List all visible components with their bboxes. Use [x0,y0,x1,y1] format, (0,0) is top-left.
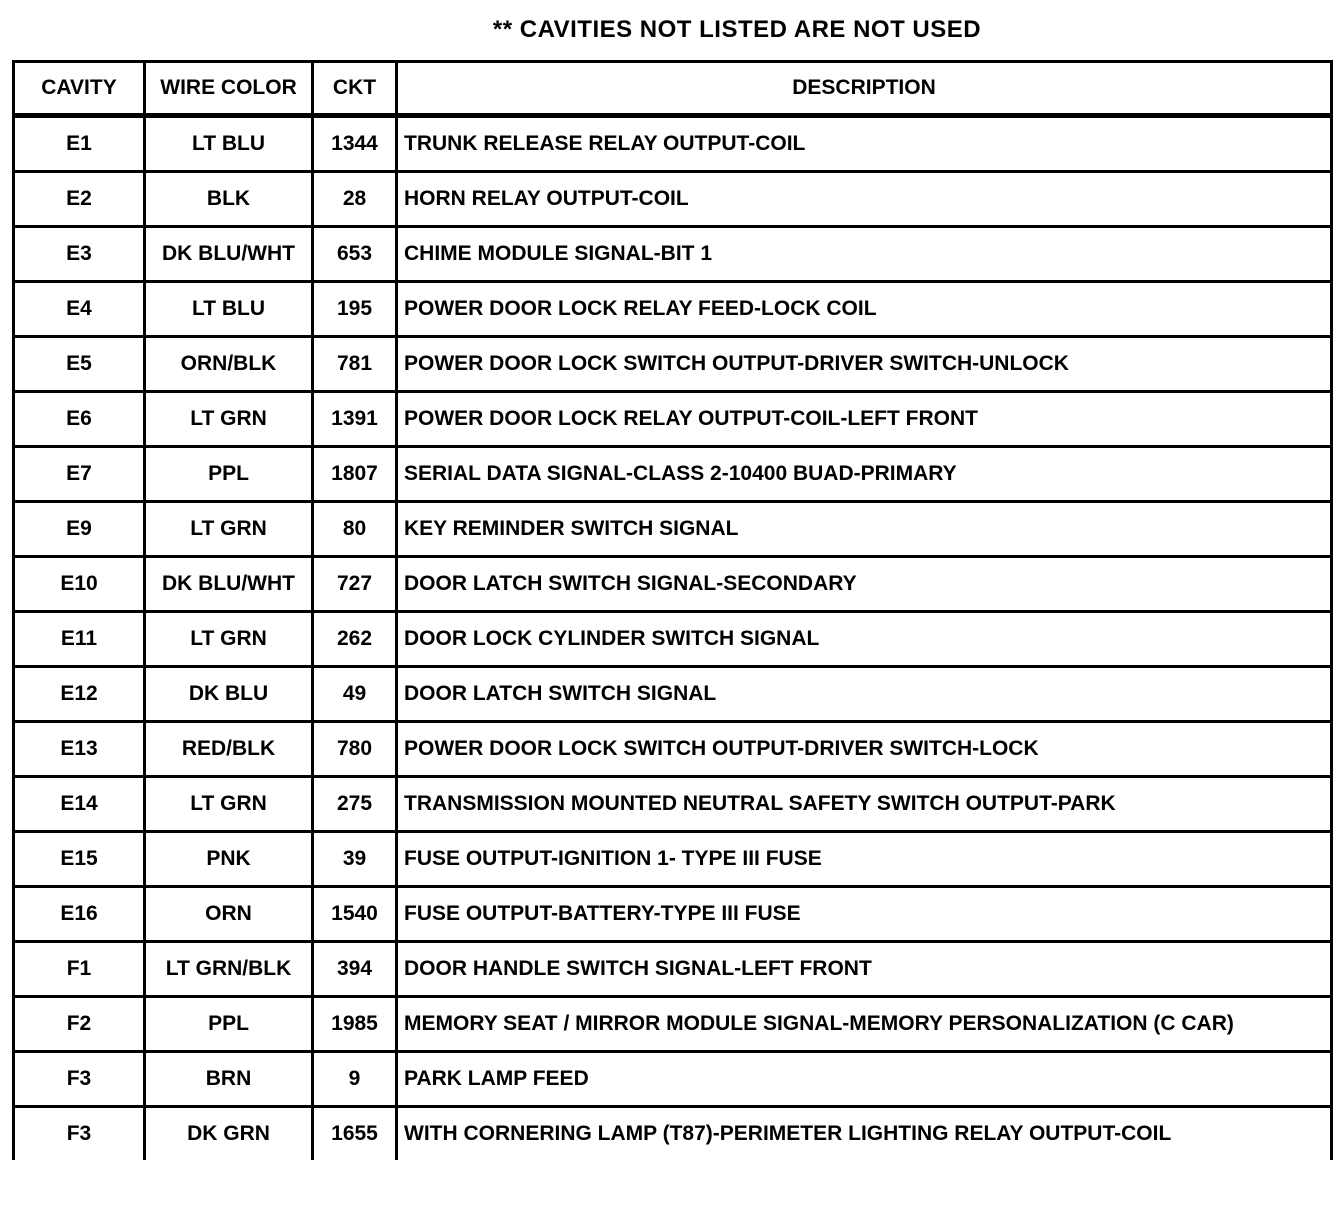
cell-ckt: 394 [313,942,397,997]
cell-ckt: 28 [313,172,397,227]
cell-wire-color: LT GRN [145,502,313,557]
cell-wire-color: DK BLU [145,667,313,722]
table-row [14,1107,1332,1161]
cell-wire-color: ORN [145,887,313,942]
cell-cavity: E16 [14,887,145,942]
cell-ckt: 1344 [313,116,397,172]
header-wire-color: WIRE COLOR [145,62,313,116]
cell-wire-color: LT GRN [145,777,313,832]
cell-cavity: E2 [14,172,145,227]
cavity-table [12,60,1333,1160]
cell-wire-color: LT GRN [145,612,313,667]
table-row [14,997,1332,1052]
cell-description: POWER DOOR LOCK SWITCH OUTPUT-DRIVER SWITCH-UNLOCK [397,337,1332,392]
cell-ckt: 727 [313,557,397,612]
cell-description: WITH CORNERING LAMP (T87)-PERIMETER LIGHTING RELAY OUTPUT-COIL [397,1107,1332,1161]
table-header [14,62,1332,116]
cell-description: POWER DOOR LOCK SWITCH OUTPUT-DRIVER SWITCH-LOCK [397,722,1332,777]
cell-cavity: F1 [14,942,145,997]
cell-wire-color: RED/BLK [145,722,313,777]
cell-ckt: 780 [313,722,397,777]
cell-description: FUSE OUTPUT-BATTERY-TYPE III FUSE [397,887,1332,942]
cell-description: POWER DOOR LOCK RELAY FEED-LOCK COIL [397,282,1332,337]
cell-description: DOOR LATCH SWITCH SIGNAL-SECONDARY [397,557,1332,612]
cell-ckt: 49 [313,667,397,722]
table-body [14,116,1332,1161]
cell-ckt: 653 [313,227,397,282]
cell-wire-color: LT GRN/BLK [145,942,313,997]
cell-ckt: 1391 [313,392,397,447]
cell-ckt: 781 [313,337,397,392]
cell-cavity: E1 [14,116,145,172]
cell-description: CHIME MODULE SIGNAL-BIT 1 [397,227,1332,282]
cell-cavity: E13 [14,722,145,777]
cell-description: POWER DOOR LOCK RELAY OUTPUT-COIL-LEFT FRONT [397,392,1332,447]
cell-cavity: E7 [14,447,145,502]
cell-description: DOOR LATCH SWITCH SIGNAL [397,667,1332,722]
cell-cavity: E5 [14,337,145,392]
table-row [14,832,1332,887]
table-row [14,557,1332,612]
cell-description: FUSE OUTPUT-IGNITION 1- TYPE III FUSE [397,832,1332,887]
cell-description: KEY REMINDER SWITCH SIGNAL [397,502,1332,557]
cell-ckt: 1807 [313,447,397,502]
cell-ckt: 9 [313,1052,397,1107]
cell-description: HORN RELAY OUTPUT-COIL [397,172,1332,227]
cell-cavity: E15 [14,832,145,887]
cell-description: DOOR HANDLE SWITCH SIGNAL-LEFT FRONT [397,942,1332,997]
cell-cavity: E9 [14,502,145,557]
cell-ckt: 195 [313,282,397,337]
cavities-note: ** CAVITIES NOT LISTED ARE NOT USED [492,16,982,43]
cell-ckt: 80 [313,502,397,557]
header-row [14,62,1332,116]
header-description: DESCRIPTION [397,62,1332,116]
header-cavity: CAVITY [14,62,145,116]
table-row [14,447,1332,502]
table-row [14,1052,1332,1107]
cell-description: PARK LAMP FEED [397,1052,1332,1107]
cell-cavity: E14 [14,777,145,832]
table-row [14,337,1332,392]
table-row [14,172,1332,227]
cell-wire-color: BLK [145,172,313,227]
cell-ckt: 1985 [313,997,397,1052]
table-row [14,116,1332,172]
cell-ckt: 1540 [313,887,397,942]
cell-wire-color: ORN/BLK [145,337,313,392]
cell-description: TRANSMISSION MOUNTED NEUTRAL SAFETY SWITCH OUTPUT-PARK [397,777,1332,832]
cell-wire-color: PNK [145,832,313,887]
cell-cavity: F3 [14,1052,145,1107]
table-row [14,887,1332,942]
cell-wire-color: LT GRN [145,392,313,447]
table-row [14,667,1332,722]
cell-wire-color: LT BLU [145,282,313,337]
cell-cavity: F3 [14,1107,145,1161]
table-row [14,282,1332,337]
table-row [14,227,1332,282]
cell-wire-color: BRN [145,1052,313,1107]
cell-description: SERIAL DATA SIGNAL-CLASS 2-10400 BUAD-PRIMARY [397,447,1332,502]
cell-cavity: E3 [14,227,145,282]
header-ckt: CKT [313,62,397,116]
cell-description: TRUNK RELEASE RELAY OUTPUT-COIL [397,116,1332,172]
cell-wire-color: DK BLU/WHT [145,557,313,612]
cell-ckt: 275 [313,777,397,832]
cell-cavity: E6 [14,392,145,447]
cell-wire-color: PPL [145,997,313,1052]
cell-cavity: E10 [14,557,145,612]
table-row [14,612,1332,667]
cell-cavity: E11 [14,612,145,667]
cell-description: DOOR LOCK CYLINDER SWITCH SIGNAL [397,612,1332,667]
cell-wire-color: PPL [145,447,313,502]
table-row [14,392,1332,447]
cell-description: MEMORY SEAT / MIRROR MODULE SIGNAL-MEMORY PERSONALIZATION (C CAR) [397,997,1332,1052]
cell-cavity: E4 [14,282,145,337]
cell-ckt: 262 [313,612,397,667]
cell-cavity: F2 [14,997,145,1052]
table-row [14,502,1332,557]
cell-wire-color: LT BLU [145,116,313,172]
cell-ckt: 39 [313,832,397,887]
cell-cavity: E12 [14,667,145,722]
table-row [14,777,1332,832]
cell-wire-color: DK GRN [145,1107,313,1161]
cell-wire-color: DK BLU/WHT [145,227,313,282]
table-row [14,722,1332,777]
cell-ckt: 1655 [313,1107,397,1161]
table-row [14,942,1332,997]
